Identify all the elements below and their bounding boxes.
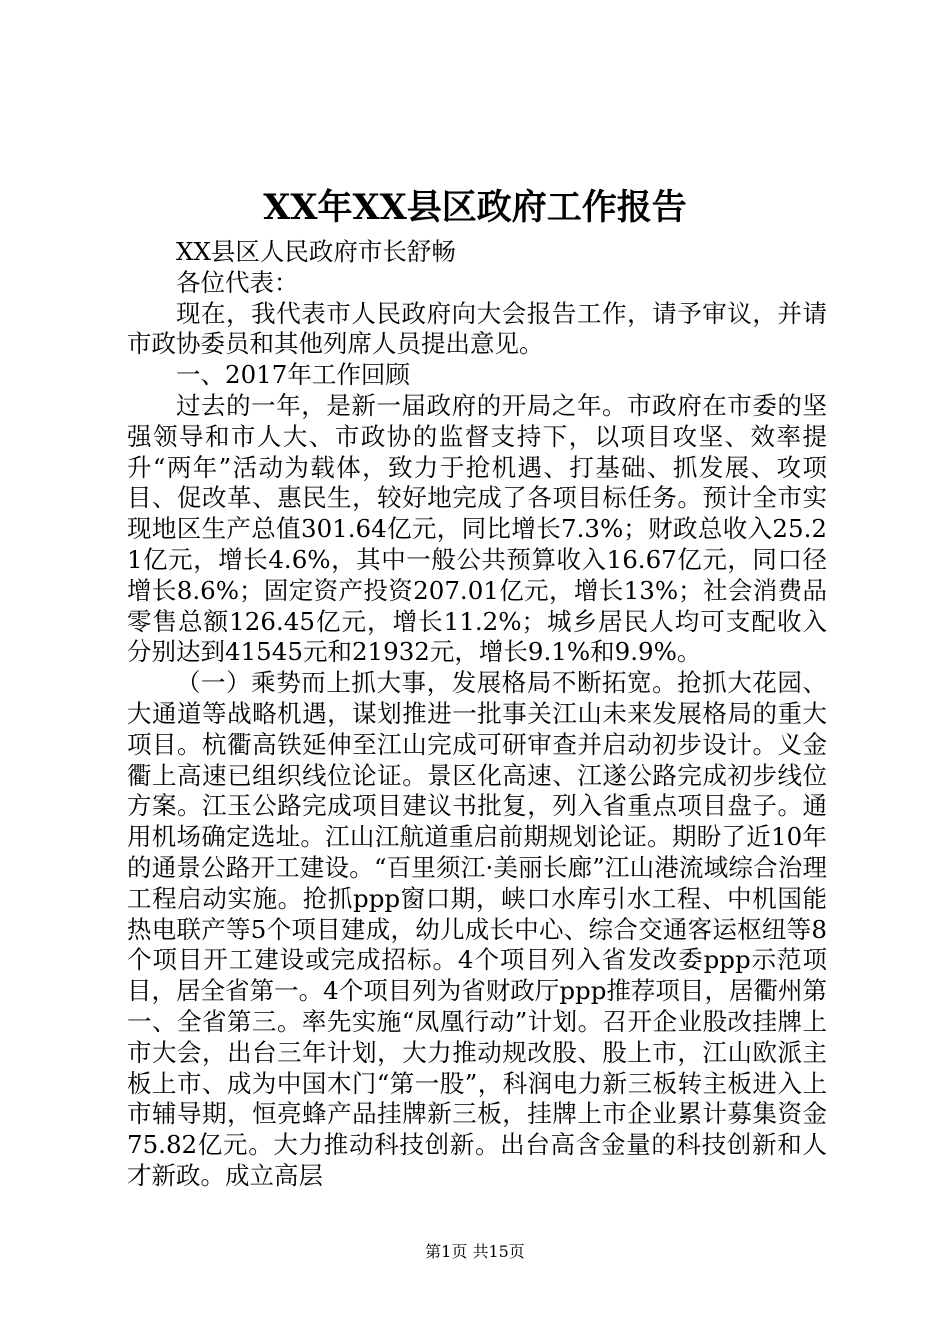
opening-paragraph: 现在，我代表市人民政府向大会报告工作，请予审议，并请市政协委员和其他列席人员提出意见。 bbox=[127, 298, 827, 359]
author-line: XX县区人民政府市长舒畅 bbox=[176, 237, 456, 266]
review-paragraph: 过去的一年，是新一届政府的开局之年。市政府在市委的坚强领导和市人大、市政协的监督支持下，以项目攻坚、效率提升“两年”活动为载体，致力于抢机遇、打基础、抓发展、攻项目、促改革、惠民生，较好地完成了各项目标任务。预计全市实现地区生产总值301.64亿元，同比增长7.3%；财政总收入25.21亿元，增长4.6%，其中一般公共预算收入16.67亿元，同口径增长8.6%；固定资产投资207.01亿元，增长13%；社会消费品零售总额126.45亿元，增长11.2%；城乡居民人均可支配收入分别达到41545元和21932元，增长9.1%和9.9%。 bbox=[127, 390, 827, 667]
salutation: 各位代表： bbox=[176, 267, 299, 297]
section-heading: 一、2017年工作回顾 bbox=[176, 360, 410, 390]
subsection-paragraph: （一）乘势而上抓大事，发展格局不断拓宽。抢抓大花园、大通道等战略机遇，谋划推进一批事关江山未来发展格局的重大项目。杭衢高铁延伸至江山完成可研审查并启动初步设计。义金衢上高速已组织线位论证。景区化高速、江遂公路完成初步线位方案。江玉公路完成项目建议书批复，列入省重点项目盘子。通用机场确定选址。江山江航道重启前期规划论证。期盼了近10年的通景公路开工建设。“百里须江·美丽长廊”江山港流域综合治理工程启动实施。抢抓ppp窗口期，峡口水库引水工程、中机国能热电联产等5个项目建成，幼儿成长中心、综合交通客运枢纽等8个项目开工建设或完成招标。4个项目列入省发改委ppp示范项目，居全省第一。4个项目列为省财政厅ppp推荐项目，居衢州第一、全省第三。率先实施“凤凰行动”计划。召开企业股改挂牌上市大会，出台三年计划，大力推动规改股、股上市，江山欧派主板上市、成为中国木门“第一股”，科润电力新三板转主板进入上市辅导期，恒亮蜂产品挂牌新三板，挂牌上市企业累计募集资金75.82亿元。大力推动科技创新。出台高含金量的科技创新和人才新政。成立高层 bbox=[127, 668, 827, 1190]
document-title: XX年XX县区政府工作报告 bbox=[263, 187, 687, 228]
document-body bbox=[127, 237, 827, 1192]
page-footer: 第1页 共15页 bbox=[425, 1242, 525, 1261]
